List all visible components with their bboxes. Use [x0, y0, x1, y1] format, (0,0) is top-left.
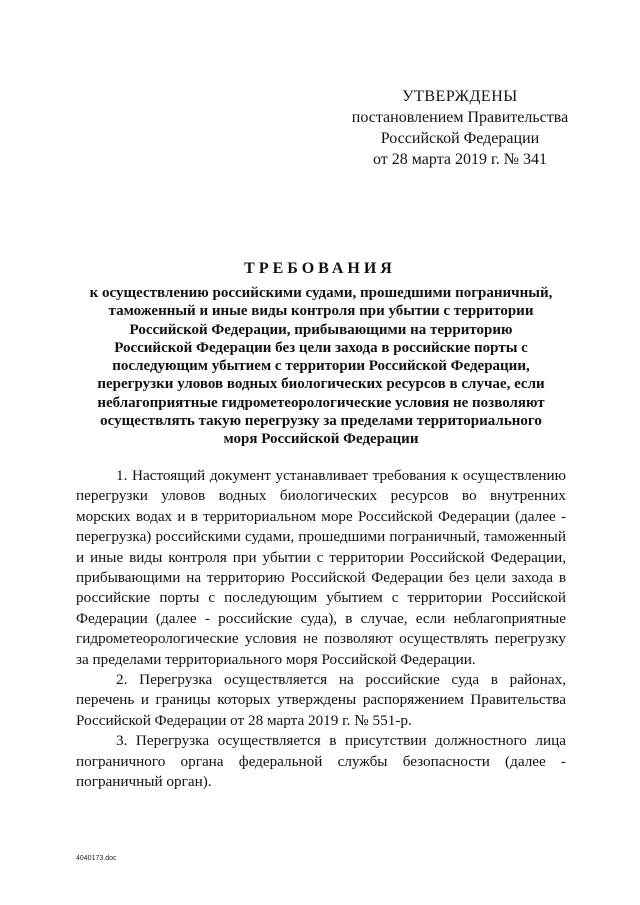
document-subtitle	[76, 284, 566, 449]
document-title: ТРЕБОВАНИЯ	[244, 260, 396, 277]
paragraph-1: 1. Настоящий документ устанавливает требования к осуществлению перегрузки уловов водных биологических ресурсов во внутренних морских водах и в территориальном море Российской Федерации (далее - перегрузка) российскими судами, прошедшими пограничный, таможенный и иные виды контроля при убытии с территории Российской Федерации, прибывающими на территорию Российской Федерации без цели захода в российские порты с последующим убытием с территории Российской Федерации (далее - российские суда), в случае, если неблагоприятные гидрометеорологические условия не позволяют осуществлять перегрузку за пределами территориального моря Российской Федерации.	[76, 467, 566, 668]
paragraph-3: 3. Перегрузка осуществляется в присутствии должностного лица пограничного органа федеральной службы безопасности (далее - пограничный орган).	[76, 732, 566, 791]
approval-line-date-number: от 28 марта 2019 г. № 341	[373, 151, 547, 168]
subtitle-line: последующим убытием с территории Российской Федерации,	[112, 358, 530, 375]
file-name-footer: 4040173.doc	[76, 855, 117, 862]
subtitle-line: осуществлять такую перегрузку за пределами территориального	[100, 413, 542, 430]
subtitle-line: перегрузки уловов водных биологических ресурсов в случае, если	[97, 376, 545, 393]
paragraph-2: 2. Перегрузка осуществляется на российские суда в районах, перечень и границы которых утверждены распоряжением Правительства Российской Федерации от 28 марта 2019 г. № 551-р.	[76, 671, 566, 729]
approval-line-government: Российской Федерации	[380, 130, 540, 147]
subtitle-line: Российской Федерации без цели захода в российские порты с	[114, 339, 528, 356]
approval-line-resolution: постановлением Правительства	[351, 109, 569, 126]
approved-heading: УТВЕРЖДЕНЫ	[402, 88, 518, 105]
subtitle-line: таможенный и иные виды контроля при убытии с территории	[108, 303, 534, 320]
subtitle-line: Российской Федерации, прибывающими на территорию	[129, 321, 513, 338]
approval-block	[340, 86, 580, 170]
subtitle-line: неблагоприятные гидрометеорологические условия не позволяют	[97, 394, 545, 411]
subtitle-line: к осуществлению российскими судами, прошедшими пограничный,	[89, 285, 553, 301]
subtitle-line: моря Российской Федерации	[223, 431, 419, 448]
document-body	[76, 466, 566, 793]
